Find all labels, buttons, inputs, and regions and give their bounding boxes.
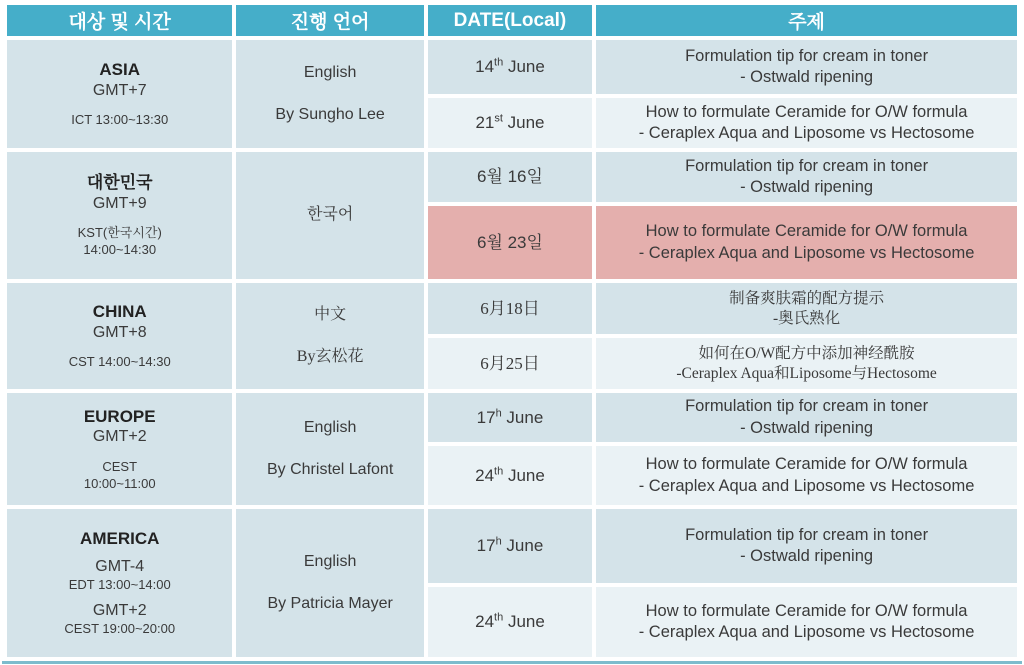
date-number: 21: [475, 113, 495, 133]
date-month: June: [501, 536, 544, 556]
header-language: 진행 언어: [236, 5, 423, 36]
asia-language-cell: [236, 40, 423, 148]
china-session1-date-cell: [428, 283, 592, 334]
america-session2-date-cell: [428, 587, 592, 657]
date-ordinal: h: [495, 535, 502, 548]
topic-line-2: - Ostwald ripening: [740, 178, 874, 196]
region-time-range: 10:00~11:00: [83, 475, 156, 491]
date-month: June: [501, 407, 544, 427]
date-number: 24: [475, 612, 495, 632]
language-name: English: [303, 418, 357, 436]
asia-row-1: [7, 40, 1017, 94]
korea-session1-topic-cell: [596, 152, 1017, 202]
topic-line-1: How to formulate Ceramide for O/W formula: [645, 102, 968, 121]
region-time-1: EDT 13:00~14:00: [68, 576, 171, 592]
asia-session2-date-cell: [428, 98, 592, 148]
topic-line-2: - Ostwald ripening: [740, 68, 874, 86]
region-time: CST 14:00~14:30: [68, 354, 171, 370]
america-region-cell: [7, 509, 232, 657]
header-target-time: 대상 및 시간: [7, 5, 232, 36]
korea-language-cell: [236, 152, 423, 279]
region-gmt-1: GMT-4: [95, 557, 145, 575]
date-number: 14: [475, 57, 495, 77]
date-month: June: [503, 612, 545, 632]
date-ordinal: th: [494, 56, 504, 69]
region-time-range: 14:00~14:30: [83, 242, 157, 258]
europe-language-cell: [236, 393, 423, 505]
america-session1-topic-cell: [596, 509, 1017, 583]
language-name: 한국어: [306, 206, 354, 224]
china-language-cell: [236, 283, 423, 389]
region-time-2: CEST 19:00~20:00: [64, 621, 176, 637]
date-ordinal: th: [494, 611, 504, 624]
header-row: [7, 5, 1017, 36]
america-session2-topic-cell: [596, 587, 1017, 657]
topic-line-1: Formulation tip for cream in toner: [685, 525, 929, 544]
date-text: 6월 16일: [477, 167, 543, 187]
region-gmt: GMT+7: [92, 81, 147, 99]
korea-session1-date-cell: [428, 152, 592, 202]
topic-line-2: - Ceraplex Aqua and Liposome vs Hectosome: [638, 124, 975, 142]
topic-line-1: How to formulate Ceramide for O/W formula: [645, 455, 968, 474]
webinar-schedule-table: [3, 1, 1021, 661]
region-time-zone: KST(한국시간): [77, 225, 162, 241]
region-gmt: GMT+2: [92, 428, 147, 446]
america-language-cell: [236, 509, 423, 657]
date-number: 24: [475, 465, 495, 485]
presenter-name: By Christel Lafont: [266, 461, 394, 478]
asia-session2-topic-cell: [596, 98, 1017, 148]
europe-session1-topic-cell: [596, 393, 1017, 442]
header-topic: 주제: [596, 5, 1017, 36]
presenter-name: By Patricia Mayer: [267, 595, 393, 612]
region-name: ASIA: [99, 59, 141, 79]
topic-line-1: 制备爽肤霜的配方提示: [729, 289, 885, 307]
language-name: English: [303, 63, 357, 81]
date-text: 6月25日: [480, 353, 540, 373]
topic-line-1: 如何在O/W配方中添加神经酰胺: [698, 344, 915, 362]
topic-line-1: Formulation tip for cream in toner: [685, 46, 929, 65]
topic-line-1: Formulation tip for cream in toner: [685, 156, 929, 175]
china-region-cell: [7, 283, 232, 389]
europe-row-1: [7, 393, 1017, 442]
china-session2-topic-cell: [596, 338, 1017, 389]
asia-session1-date-cell: [428, 40, 592, 94]
topic-line-2: - Ostwald ripening: [740, 547, 874, 565]
date-text: 6月18日: [480, 298, 540, 318]
america-row-1: [7, 509, 1017, 583]
region-time: ICT 13:00~13:30: [71, 112, 169, 128]
korea-session2-topic-cell-highlighted: [596, 206, 1017, 279]
presenter-name: By Sungho Lee: [275, 106, 385, 123]
topic-line-1: Formulation tip for cream in toner: [685, 397, 929, 416]
china-row-1: [7, 283, 1017, 334]
topic-line-1: How to formulate Ceramide for O/W formula: [645, 222, 968, 241]
region-gmt: GMT+8: [92, 323, 147, 341]
region-name: AMERICA: [80, 528, 160, 548]
korea-row-1: [7, 152, 1017, 202]
asia-session1-topic-cell: [596, 40, 1017, 94]
date-ordinal: st: [494, 112, 503, 125]
asia-region-cell: [7, 40, 232, 148]
america-session1-date-cell: [428, 509, 592, 583]
europe-session1-date-cell: [428, 393, 592, 442]
header-date-local: DATE(Local): [428, 5, 592, 36]
korea-session2-date-cell-highlighted: [428, 206, 592, 279]
date-text: 6월 23일: [477, 232, 543, 252]
topic-line-1: How to formulate Ceramide for O/W formula: [645, 601, 968, 620]
date-month: June: [502, 113, 545, 133]
date-month: June: [503, 465, 545, 485]
region-gmt: GMT+9: [92, 194, 147, 212]
topic-line-2: - Ostwald ripening: [740, 418, 874, 437]
topic-line-2: -奥氏熟化: [772, 309, 841, 327]
topic-line-2: - Ceraplex Aqua and Liposome vs Hectosome: [638, 476, 975, 495]
europe-session2-date-cell: [428, 446, 592, 505]
language-name: English: [303, 552, 357, 570]
presenter-name: By玄松花: [296, 348, 364, 365]
region-name: CHINA: [92, 301, 147, 321]
region-time-zone: CEST: [102, 458, 138, 474]
table-bottom-rule: [2, 661, 1022, 664]
china-session1-topic-cell: [596, 283, 1017, 334]
korea-region-cell: [7, 152, 232, 279]
date-ordinal: th: [494, 464, 504, 477]
topic-line-2: -Ceraplex Aqua和Liposome与Hectosome: [676, 364, 937, 382]
date-ordinal: h: [495, 406, 502, 419]
date-number: 17: [476, 407, 496, 427]
europe-region-cell: [7, 393, 232, 505]
region-name: EUROPE: [83, 406, 156, 426]
china-session2-date-cell: [428, 338, 592, 389]
region-name: 대한민국: [86, 173, 153, 192]
date-number: 17: [476, 536, 496, 556]
europe-session2-topic-cell: [596, 446, 1017, 505]
language-name: 中文: [314, 305, 347, 323]
region-gmt-2: GMT+2: [92, 601, 147, 619]
topic-line-2: - Ceraplex Aqua and Liposome vs Hectosome: [638, 243, 975, 262]
date-month: June: [503, 57, 545, 77]
topic-line-2: - Ceraplex Aqua and Liposome vs Hectosome: [638, 623, 975, 641]
